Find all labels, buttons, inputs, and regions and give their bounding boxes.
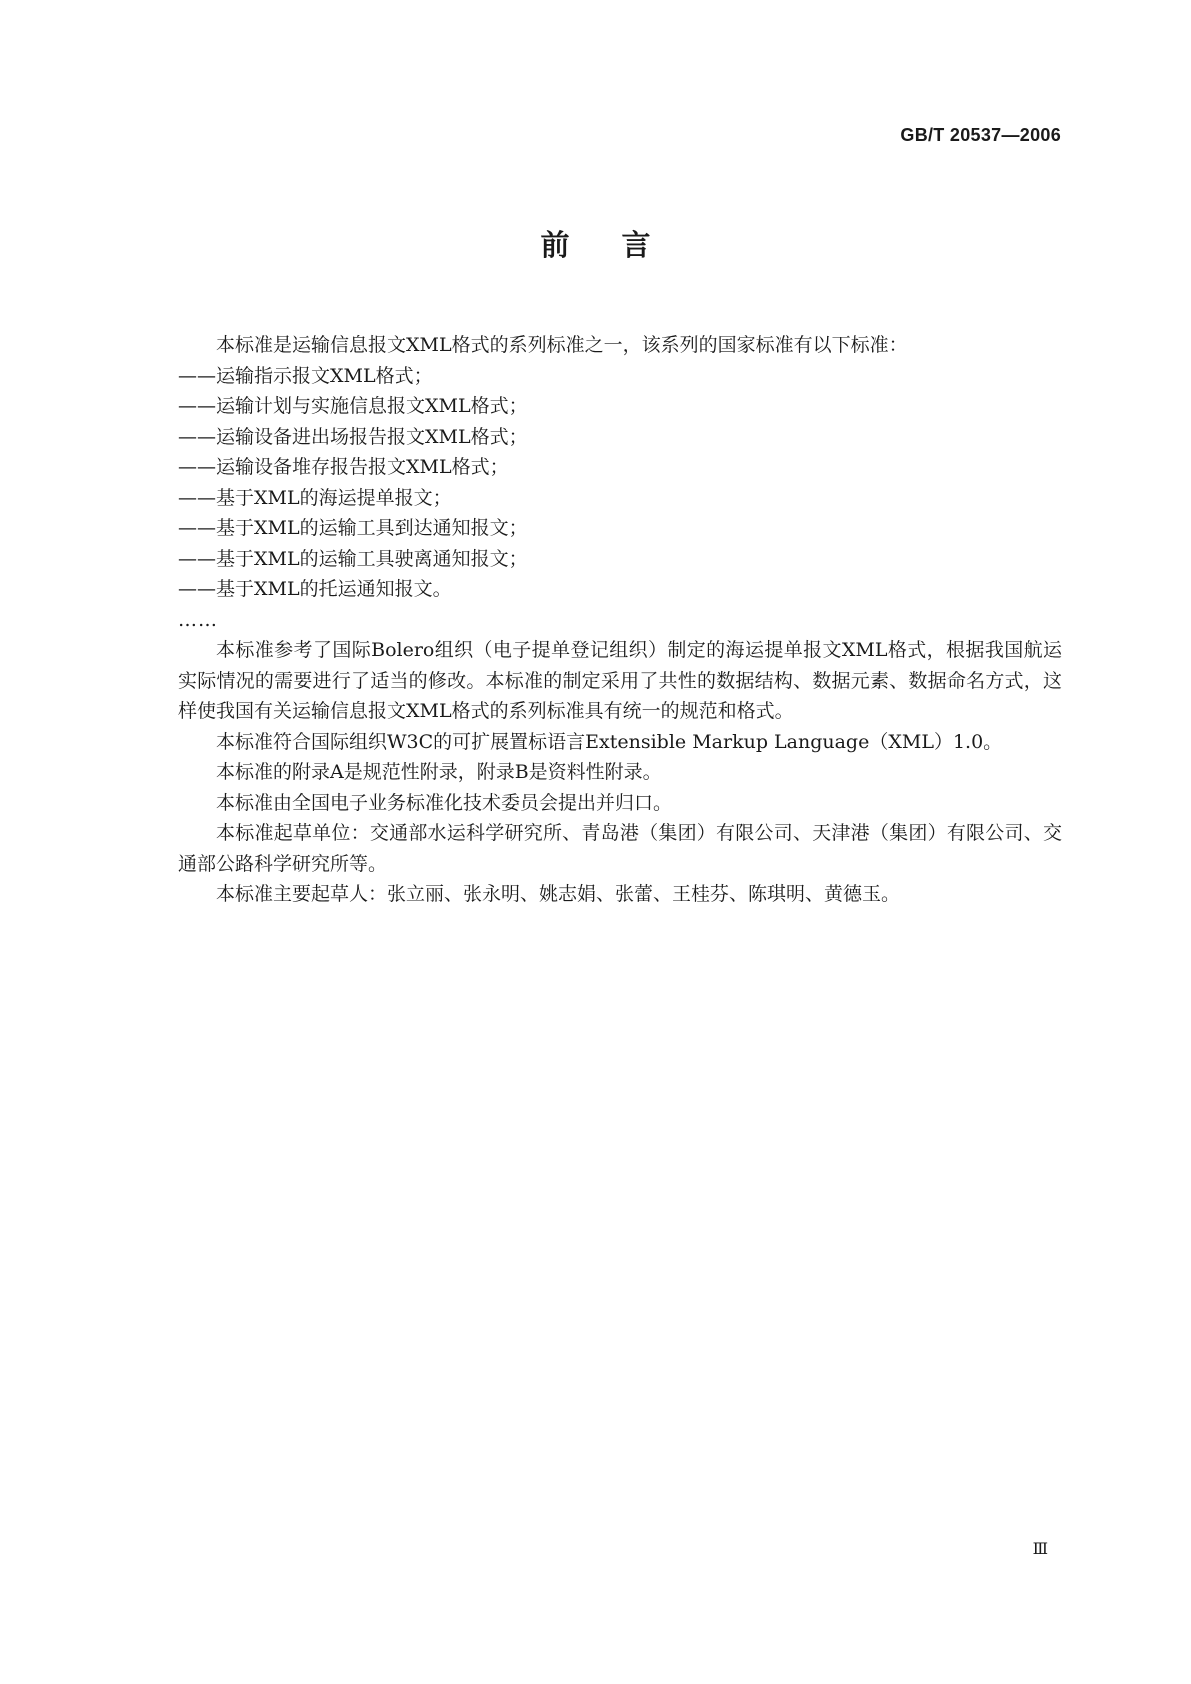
list-item: ——基于XML的托运通知报文。 <box>178 578 452 600</box>
list-item: ——基于XML的运输工具到达通知报文； <box>178 517 528 539</box>
page-title: 前言 <box>540 228 703 262</box>
page-number: Ⅲ <box>1032 1539 1048 1558</box>
document-body <box>178 330 1062 910</box>
list-item: ——运输设备堆存报告报文XML格式； <box>178 456 509 478</box>
list-item: ——运输设备进出场报告报文XML格式； <box>178 425 528 448</box>
paragraph-drafters: 本标准主要起草人：张立丽、张永明、姚志娟、张蕾、王桂芬、陈琪明、黄德玉。 <box>216 883 901 905</box>
paragraph-drafting-units: 本标准起草单位：交通部水运科学研究所、青岛港（集团）有限公司、天津港（集团）有限公司、交通部公路科学研究所等。 <box>178 822 1062 875</box>
list-item: ——运输计划与实施信息报文XML格式； <box>178 395 528 417</box>
paragraph-proposer: 本标准由全国电子业务标准化技术委员会提出并归口。 <box>216 791 673 814</box>
intro-paragraph: 本标准是运输信息报文XML格式的系列标准之一，该系列的国家标准有以下标准： <box>216 334 908 356</box>
standard-code: GB/T 20537—2006 <box>900 125 1061 145</box>
list-item: ——基于XML的运输工具驶离通知报文； <box>178 547 528 570</box>
list-item: ——运输指示报文XML格式； <box>178 364 433 387</box>
paragraph-reference: 本标准参考了国际Bolero组织（电子提单登记组织）制定的海运提单报文XML格式，根据我国航运实际情况的需要进行了适当的修改。本标准的制定采用了共性的数据结构、数据元素、数据命名方式，这样使我国有关运输信息报文XML格式的系列标准具有统一的规范和格式。 <box>178 639 1062 722</box>
ellipsis: …… <box>178 608 218 631</box>
paragraph-annexes: 本标准的附录A是规范性附录，附录B是资料性附录。 <box>216 761 662 783</box>
list-item: ——基于XML的海运提单报文； <box>178 486 452 509</box>
paragraph-conformance: 本标准符合国际组织W3C的可扩展置标语言Extensible Markup Language（XML）1.0。 <box>216 730 1003 753</box>
